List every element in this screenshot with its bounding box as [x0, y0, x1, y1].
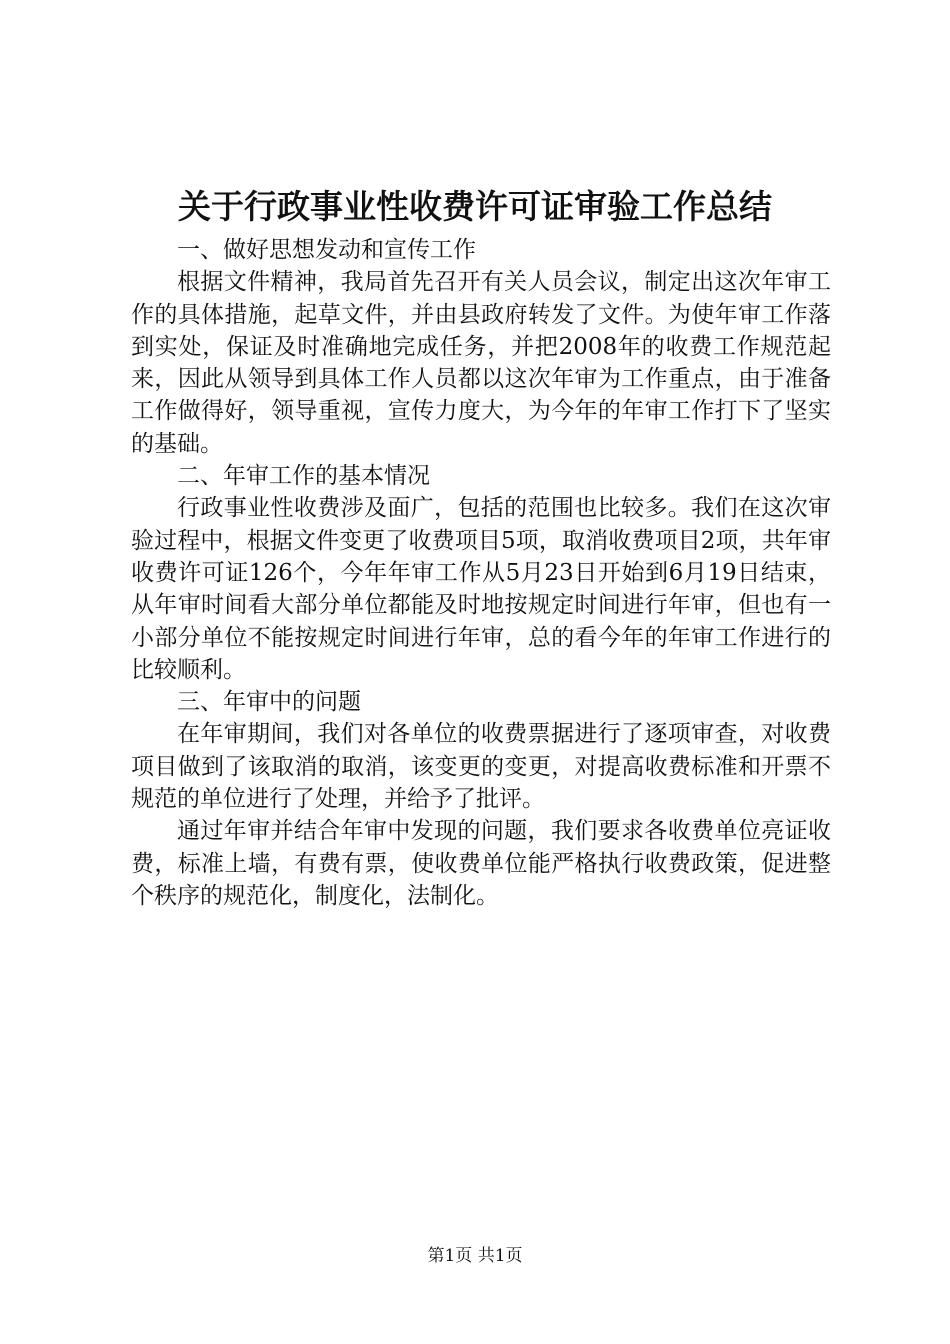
section-heading-1: 一、做好思想发动和宣传工作 — [177, 237, 476, 263]
section-heading-2: 二、年审工作的基本情况 — [177, 463, 430, 490]
paragraph-2: 行政事业性收费涉及面广，包括的范围也比较多。我们在这次审验过程中，根据文件变更了收费项目5项，取消收费项目2项，共年审收费许可证126个，今年年审工作从5月23日开始到6月19日结束，从年审时间看大部分单位都能及时地按规定时间进行年审，但也有一小部分单位不能按规定时间进行年审，总的看今年的年审工作进行的比较顺利。 — [131, 495, 831, 683]
document-body — [131, 234, 831, 912]
paragraph-3: 在年审期间，我们对各单位的收费票据进行了逐项审查，对收费项目做到了该取消的取消，该变更的变更，对提高收费标准和开票不规范的单位进行了处理，并给予了批评。 — [131, 721, 831, 813]
page-footer: 第1页 共1页 — [427, 1246, 523, 1266]
paragraph-1: 根据文件精神，我局首先召开有关人员会议，制定出这次年审工作的具体措施，起草文件，并由县政府转发了文件。为使年审工作落到实处，保证及时准确地完成任务，并把2008年的收费工作规范起来，因此从领导到具体工作人员都以这次年审为工作重点，由于准备工作做得好，领导重视，宣传力度大，为今年的年审工作打下了坚实的基础。 — [131, 269, 831, 457]
page-title: 关于行政事业性收费许可证审验工作总结 — [178, 187, 772, 226]
paragraph-4: 通过年审并结合年审中发现的问题，我们要求各收费单位亮证收费，标准上墙，有费有票，使收费单位能严格执行收费政策，促进整个秩序的规范化，制度化，法制化。 — [131, 818, 831, 909]
section-heading-3: 三、年审中的问题 — [177, 689, 361, 716]
